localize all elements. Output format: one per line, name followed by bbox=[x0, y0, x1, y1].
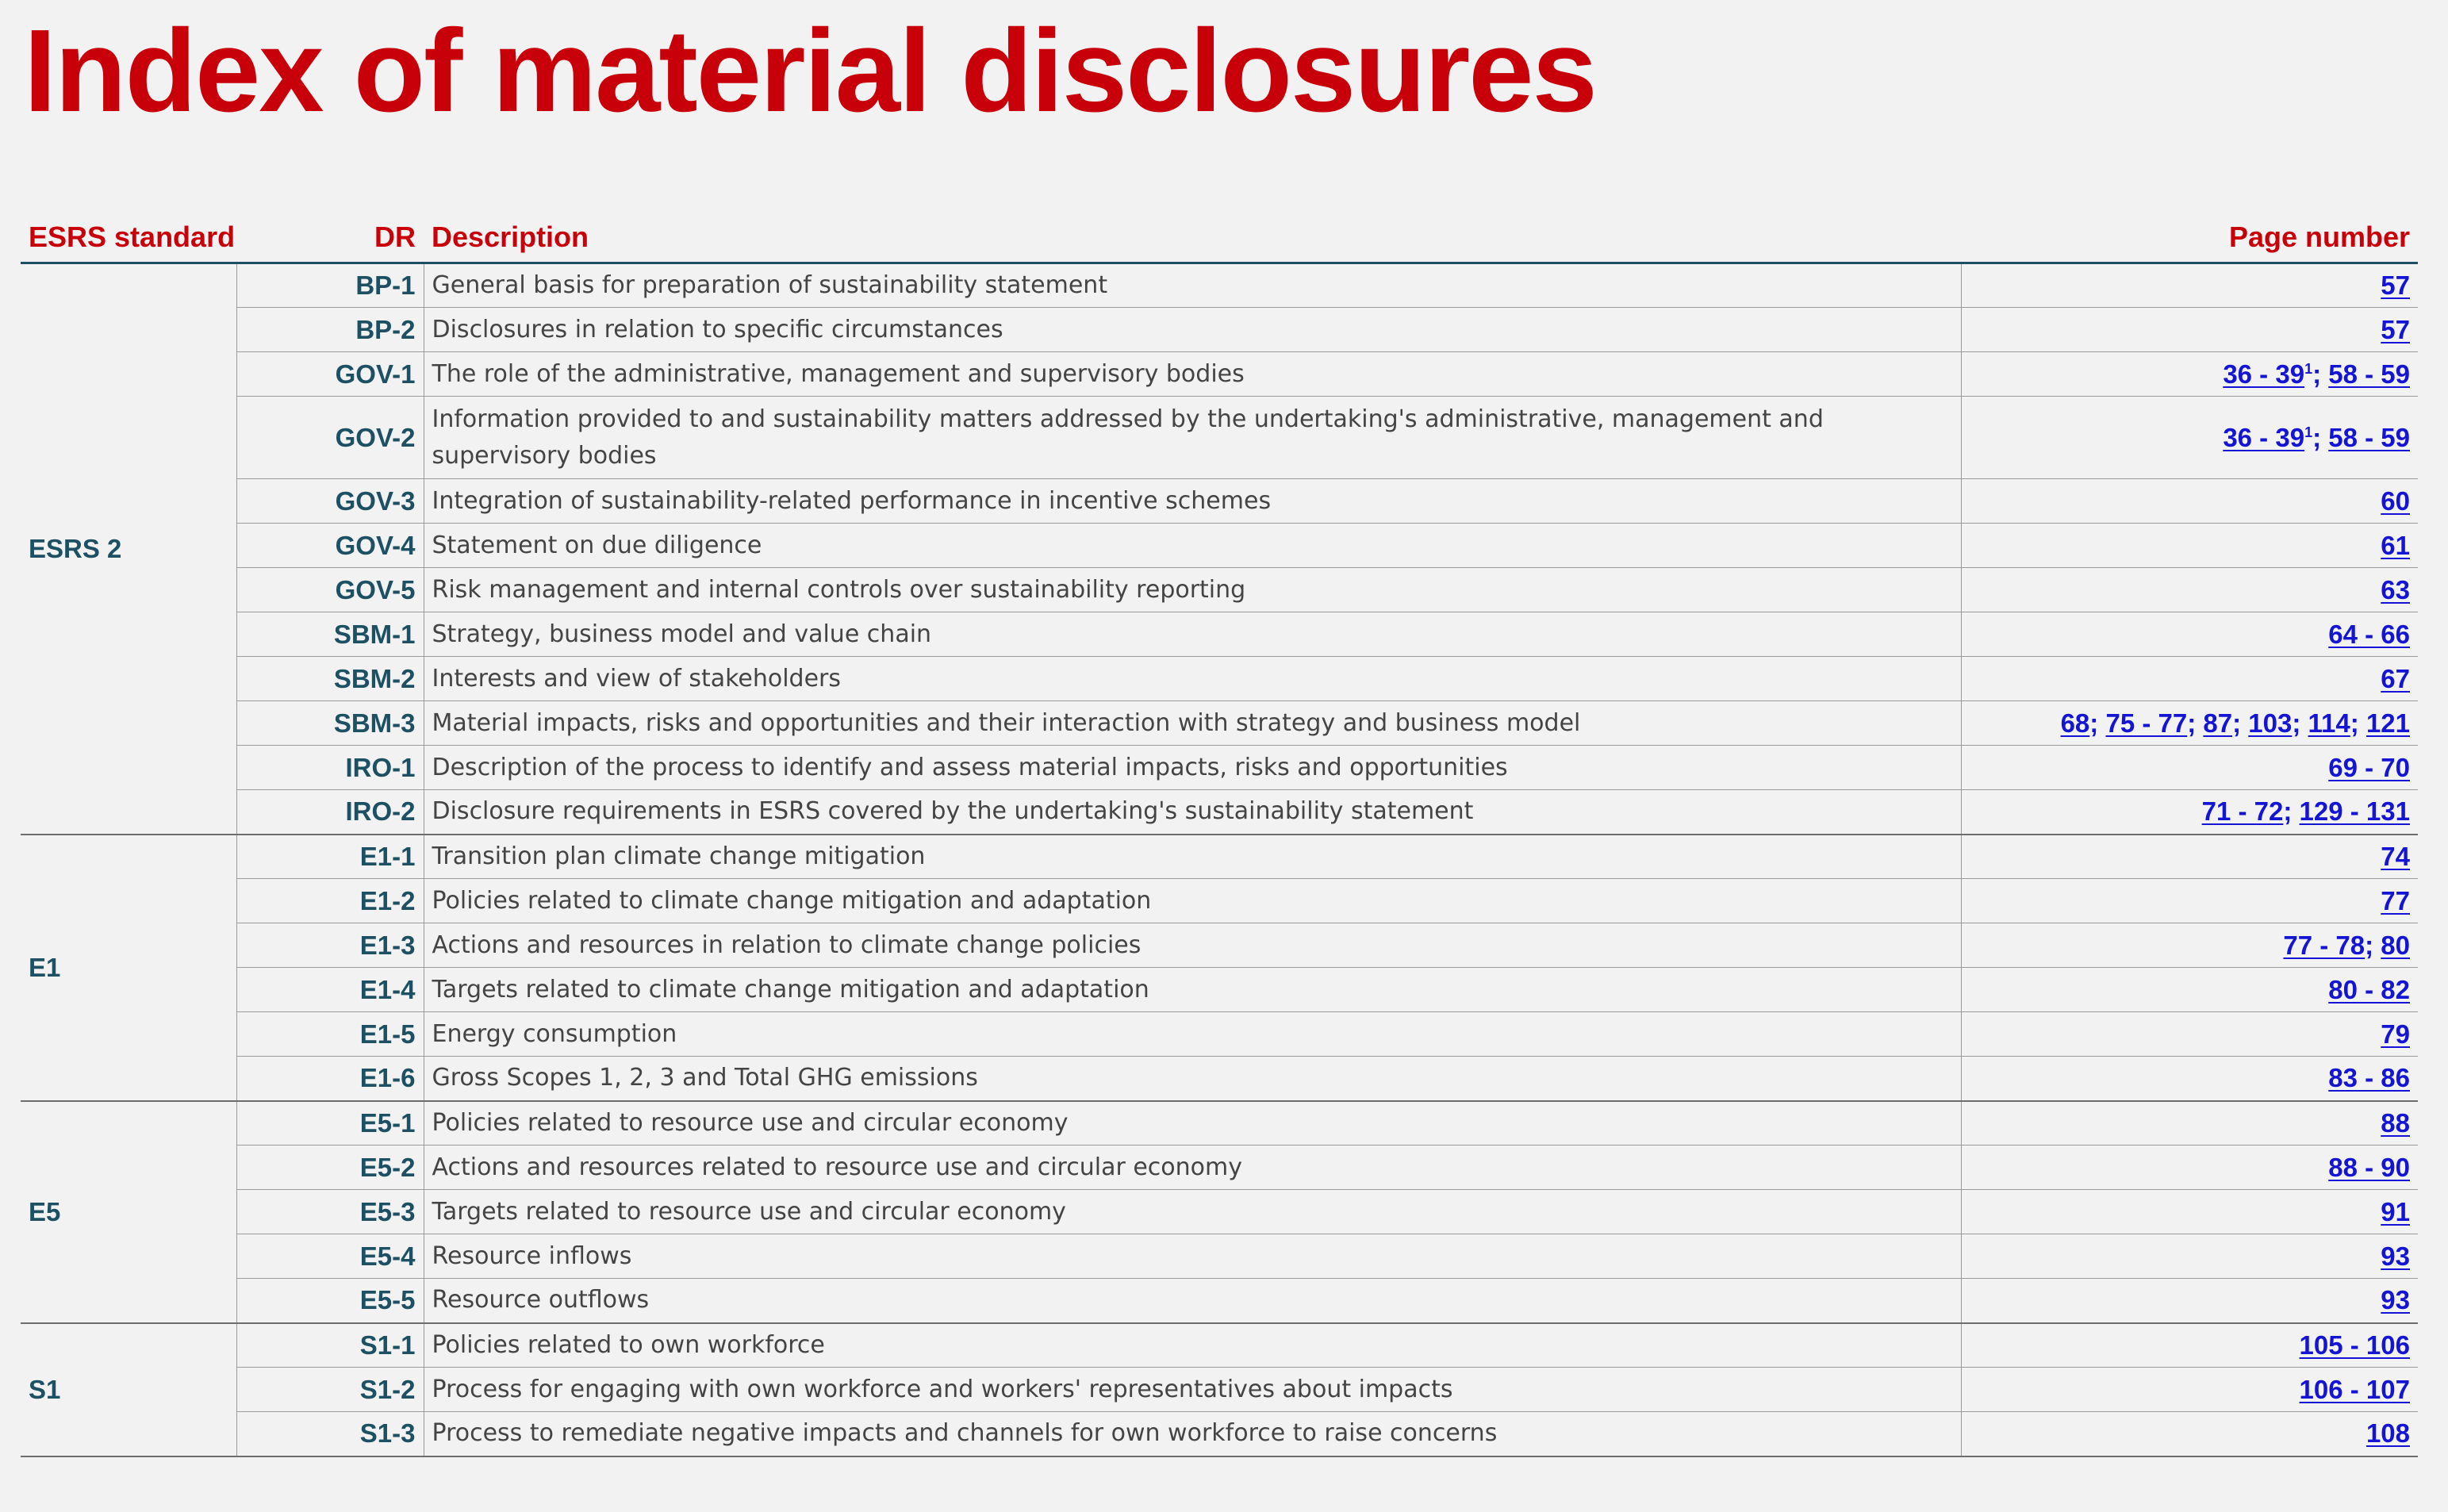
description-cell: Description of the process to identify and assess material impacts, risks and opportunities bbox=[424, 746, 1961, 790]
page-number-cell bbox=[1961, 1057, 2418, 1101]
dr-code-cell: S1-3 bbox=[236, 1412, 424, 1456]
page-number-cell bbox=[1961, 1012, 2418, 1057]
dr-code-cell: BP-1 bbox=[236, 263, 424, 308]
table-row bbox=[21, 1101, 2418, 1146]
page-link[interactable]: 61 bbox=[2381, 530, 2410, 560]
dr-code-cell: E5-1 bbox=[236, 1101, 424, 1146]
page-link[interactable]: 63 bbox=[2381, 574, 2410, 604]
esrs-standard-cell: S1 bbox=[21, 1323, 236, 1456]
page-link[interactable]: 71 - 72 bbox=[2201, 796, 2284, 827]
table-row bbox=[21, 568, 2418, 612]
page-link[interactable]: 83 - 86 bbox=[2328, 1063, 2410, 1093]
esrs-standard-cell: E5 bbox=[21, 1101, 236, 1323]
page-number-cell bbox=[1961, 657, 2418, 701]
dr-code-cell: GOV-5 bbox=[236, 568, 424, 612]
page-link[interactable]: 67 bbox=[2381, 663, 2410, 693]
page-number-cell bbox=[1961, 1279, 2418, 1323]
page-link[interactable]: 108 bbox=[2366, 1418, 2410, 1449]
page-number-cell bbox=[1961, 1146, 2418, 1190]
dr-code-cell: BP-2 bbox=[236, 308, 424, 352]
table-row bbox=[21, 1190, 2418, 1234]
page-link[interactable]: 77 - 78 bbox=[2283, 930, 2366, 960]
page-link[interactable]: 103 bbox=[2248, 708, 2293, 738]
page-link[interactable]: 129 - 131 bbox=[2299, 796, 2410, 827]
page-number-cell bbox=[1961, 308, 2418, 352]
page-number-cell bbox=[1961, 1234, 2418, 1279]
description-cell: Process for engaging with own workforce and workers' representatives about impacts bbox=[424, 1368, 1961, 1412]
dr-code-cell: SBM-2 bbox=[236, 657, 424, 701]
page-separator: ; bbox=[2232, 708, 2249, 738]
dr-code-cell: E5-3 bbox=[236, 1190, 424, 1234]
esrs-standard-cell: ESRS 2 bbox=[21, 263, 236, 835]
page-link[interactable]: 93 bbox=[2381, 1285, 2410, 1315]
dr-code-cell: SBM-1 bbox=[236, 612, 424, 657]
description-cell: Material impacts, risks and opportunities and their interaction with strategy and business model bbox=[424, 701, 1961, 746]
page-link[interactable]: 58 - 59 bbox=[2328, 422, 2410, 452]
dr-code-cell: E1-1 bbox=[236, 835, 424, 879]
description-cell: Process to remediate negative impacts and channels for own workforce to raise concerns bbox=[424, 1412, 1961, 1456]
page-link[interactable]: 121 bbox=[2366, 708, 2410, 738]
table-row bbox=[21, 746, 2418, 790]
page-link[interactable]: 64 - 66 bbox=[2328, 619, 2410, 649]
dr-code-cell: IRO-2 bbox=[236, 790, 424, 835]
table-row bbox=[21, 1057, 2418, 1101]
page-link[interactable]: 79 bbox=[2381, 1019, 2410, 1049]
header-esrs-standard: ESRS standard bbox=[21, 213, 236, 263]
page-link[interactable]: 88 - 90 bbox=[2328, 1152, 2410, 1182]
page-separator: ; bbox=[2292, 708, 2308, 738]
table-row bbox=[21, 1012, 2418, 1057]
page-link[interactable]: 36 - 39 bbox=[2223, 422, 2305, 452]
description-cell: Disclosures in relation to specific circumstances bbox=[424, 308, 1961, 352]
dr-code-cell: E5-5 bbox=[236, 1279, 424, 1323]
description-cell: Transition plan climate change mitigation bbox=[424, 835, 1961, 879]
page-number-cell bbox=[1961, 1368, 2418, 1412]
header-page-number: Page number bbox=[1961, 213, 2418, 263]
description-cell: Policies related to climate change mitigation and adaptation bbox=[424, 879, 1961, 923]
description-cell: Energy consumption bbox=[424, 1012, 1961, 1057]
dr-code-cell: E1-4 bbox=[236, 968, 424, 1012]
dr-code-cell: GOV-1 bbox=[236, 352, 424, 397]
page-number-cell bbox=[1961, 790, 2418, 835]
table-row bbox=[21, 1234, 2418, 1279]
table-row bbox=[21, 1368, 2418, 1412]
page-link[interactable]: 68 bbox=[2060, 708, 2090, 738]
page-title: Index of material disclosures bbox=[24, 6, 1596, 136]
page-number-cell bbox=[1961, 568, 2418, 612]
dr-code-cell: E1-6 bbox=[236, 1057, 424, 1101]
page-number-cell bbox=[1961, 1190, 2418, 1234]
dr-code-cell: S1-1 bbox=[236, 1323, 424, 1368]
table-row bbox=[21, 657, 2418, 701]
page-number-cell bbox=[1961, 1101, 2418, 1146]
page-link[interactable]: 91 bbox=[2381, 1196, 2410, 1226]
page-number-cell bbox=[1961, 1412, 2418, 1456]
page-number-cell bbox=[1961, 612, 2418, 657]
page-link[interactable]: 106 - 107 bbox=[2299, 1374, 2410, 1404]
table-row bbox=[21, 968, 2418, 1012]
page-link[interactable]: 74 bbox=[2381, 841, 2410, 871]
dr-code-cell: GOV-4 bbox=[236, 524, 424, 568]
page-number-cell bbox=[1961, 835, 2418, 879]
dr-code-cell: E5-4 bbox=[236, 1234, 424, 1279]
description-cell: Statement on due diligence bbox=[424, 524, 1961, 568]
description-cell: Actions and resources in relation to climate change policies bbox=[424, 923, 1961, 968]
page-separator: ; bbox=[2365, 930, 2381, 960]
page-link[interactable]: 105 - 106 bbox=[2299, 1330, 2410, 1360]
page-link[interactable]: 77 bbox=[2381, 885, 2410, 915]
table-row bbox=[21, 923, 2418, 968]
page-number-cell bbox=[1961, 879, 2418, 923]
page-link[interactable]: 80 bbox=[2381, 930, 2410, 960]
page-link[interactable]: 88 bbox=[2381, 1107, 2410, 1138]
page-link[interactable]: 69 - 70 bbox=[2328, 752, 2410, 782]
page-number-cell bbox=[1961, 701, 2418, 746]
page-separator: ; bbox=[2312, 422, 2329, 452]
footnote-marker: 1 bbox=[2304, 424, 2313, 440]
page-number-cell bbox=[1961, 479, 2418, 524]
page-link[interactable]: 57 bbox=[2381, 271, 2410, 300]
dr-code-cell: E1-2 bbox=[236, 879, 424, 923]
table-row bbox=[21, 479, 2418, 524]
table-row bbox=[21, 397, 2418, 479]
description-cell: Interests and view of stakeholders bbox=[424, 657, 1961, 701]
page-number-cell bbox=[1961, 352, 2418, 397]
page-link[interactable]: 57 bbox=[2381, 314, 2410, 344]
dr-code-cell: IRO-1 bbox=[236, 746, 424, 790]
header-dr: DR bbox=[236, 213, 424, 263]
description-cell: Resource outflows bbox=[424, 1279, 1961, 1323]
table-body bbox=[21, 263, 2418, 1456]
disclosure-index-table bbox=[21, 213, 2418, 1457]
dr-code-cell: E5-2 bbox=[236, 1146, 424, 1190]
table-row bbox=[21, 524, 2418, 568]
page-separator: ; bbox=[2187, 708, 2204, 738]
description-cell: Policies related to resource use and circular economy bbox=[424, 1101, 1961, 1146]
dr-code-cell: S1-2 bbox=[236, 1368, 424, 1412]
table-row bbox=[21, 308, 2418, 352]
dr-code-cell: SBM-3 bbox=[236, 701, 424, 746]
description-cell: Disclosure requirements in ESRS covered by the undertaking's sustainability statement bbox=[424, 790, 1961, 835]
page-link[interactable]: 36 - 39 bbox=[2223, 359, 2305, 389]
table-row bbox=[21, 1323, 2418, 1368]
table-row bbox=[21, 701, 2418, 746]
description-cell: Policies related to own workforce bbox=[424, 1323, 1961, 1368]
description-cell: Information provided to and sustainability matters addressed by the undertaking's administrative, management and supervisory bodies bbox=[424, 397, 1961, 479]
page-link[interactable]: 87 bbox=[2203, 708, 2233, 738]
page-number-cell bbox=[1961, 968, 2418, 1012]
table-row bbox=[21, 1412, 2418, 1456]
description-cell: Strategy, business model and value chain bbox=[424, 612, 1961, 657]
disclosure-index-table-container bbox=[21, 213, 2418, 1457]
page-number-cell bbox=[1961, 397, 2418, 479]
table-row bbox=[21, 612, 2418, 657]
description-cell: Gross Scopes 1, 2, 3 and Total GHG emissions bbox=[424, 1057, 1961, 1101]
description-cell: Integration of sustainability-related performance in incentive schemes bbox=[424, 479, 1961, 524]
dr-code-cell: GOV-2 bbox=[236, 397, 424, 479]
table-row bbox=[21, 263, 2418, 308]
page-link[interactable]: 80 - 82 bbox=[2328, 974, 2410, 1004]
table-row bbox=[21, 835, 2418, 879]
description-cell: Risk management and internal controls over sustainability reporting bbox=[424, 568, 1961, 612]
dr-code-cell: GOV-3 bbox=[236, 479, 424, 524]
page-number-cell bbox=[1961, 1323, 2418, 1368]
table-row bbox=[21, 352, 2418, 397]
table-row bbox=[21, 790, 2418, 835]
page-separator: ; bbox=[2350, 708, 2366, 738]
header-description: Description bbox=[424, 213, 1961, 263]
table-row bbox=[21, 879, 2418, 923]
page-separator: ; bbox=[2312, 359, 2329, 389]
description-cell: Targets related to resource use and circular economy bbox=[424, 1190, 1961, 1234]
esrs-standard-cell: E1 bbox=[21, 835, 236, 1101]
page-number-cell bbox=[1961, 524, 2418, 568]
description-cell: Actions and resources related to resource use and circular economy bbox=[424, 1146, 1961, 1190]
description-cell: Targets related to climate change mitigation and adaptation bbox=[424, 968, 1961, 1012]
table-row bbox=[21, 1146, 2418, 1190]
page-link[interactable]: 58 - 59 bbox=[2328, 359, 2410, 389]
footnote-marker: 1 bbox=[2304, 360, 2313, 377]
page-number-cell bbox=[1961, 746, 2418, 790]
description-cell: General basis for preparation of sustainability statement bbox=[424, 263, 1961, 308]
page-link[interactable]: 93 bbox=[2381, 1241, 2410, 1271]
table-row bbox=[21, 1279, 2418, 1323]
dr-code-cell: E1-5 bbox=[236, 1012, 424, 1057]
description-cell: Resource inflows bbox=[424, 1234, 1961, 1279]
page-link[interactable]: 75 - 77 bbox=[2105, 708, 2188, 738]
page-number-cell bbox=[1961, 923, 2418, 968]
page-separator: ; bbox=[2089, 708, 2106, 738]
page-number-cell bbox=[1961, 263, 2418, 308]
page-separator: ; bbox=[2283, 796, 2300, 827]
dr-code-cell: E1-3 bbox=[236, 923, 424, 968]
page-link[interactable]: 60 bbox=[2381, 485, 2410, 516]
page-link[interactable]: 114 bbox=[2308, 708, 2350, 738]
table-header-row bbox=[21, 213, 2418, 263]
description-cell: The role of the administrative, management and supervisory bodies bbox=[424, 352, 1961, 397]
